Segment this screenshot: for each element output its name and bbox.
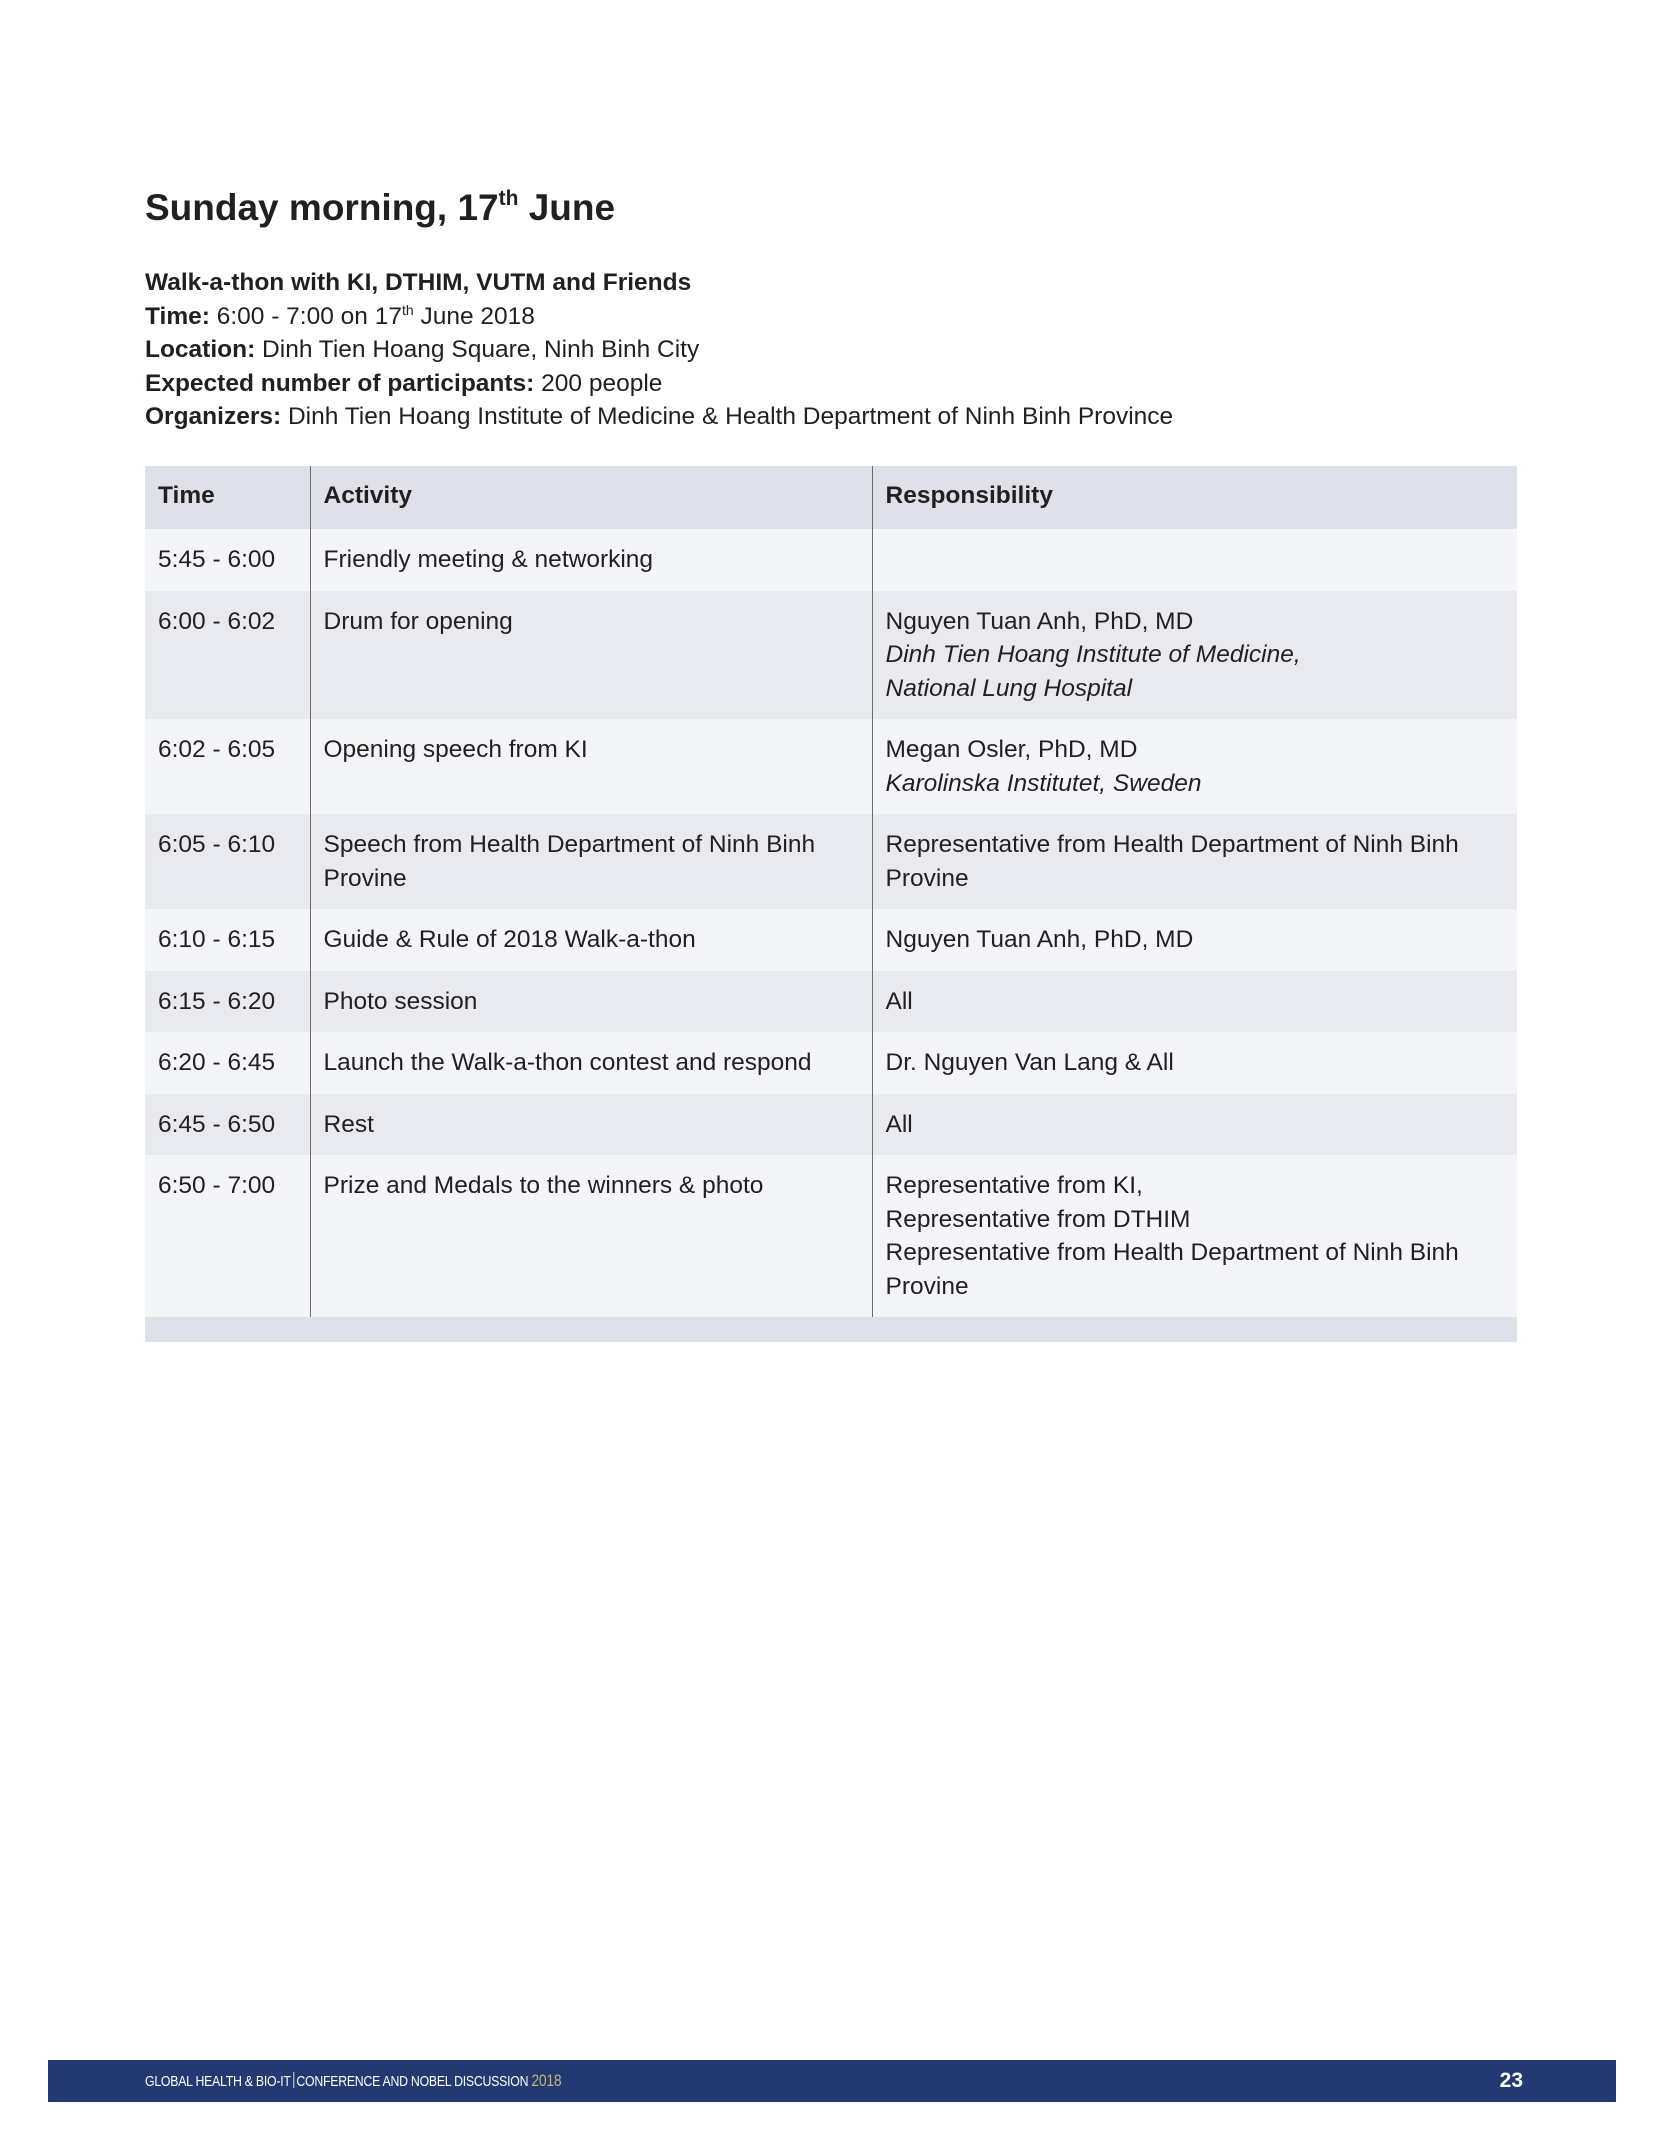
event-organizers-label: Organizers:	[145, 403, 282, 430]
footer-conference-name	[145, 2071, 561, 2092]
cell-activity: Photo session	[310, 971, 872, 1033]
cell-activity: Launch the Walk-a-thon contest and respond	[310, 1032, 872, 1094]
responsible-organization: National Lung Hospital	[885, 674, 1133, 702]
table-row	[145, 971, 1517, 1033]
cell-time: 6:15 - 6:20	[145, 971, 310, 1033]
schedule-table	[145, 466, 1517, 1317]
table-footer-band	[145, 1317, 1517, 1342]
page-number: 23	[1499, 2069, 1523, 2092]
event-time-value: 6:00 - 7:00 on 17	[209, 302, 402, 330]
page-title-superscript: th	[498, 187, 519, 210]
event-organizers	[145, 400, 1173, 434]
cell-time: 6:02 - 6:05	[145, 719, 310, 814]
schedule-body	[145, 529, 1517, 1317]
event-organizers-value: Dinh Tien Hoang Institute of Medicine & Health Department of Ninh Binh Province	[281, 403, 1174, 430]
cell-time: 6:20 - 6:45	[145, 1032, 310, 1094]
cell-time: 6:05 - 6:10	[145, 814, 310, 909]
responsible-person: All	[885, 987, 913, 1015]
event-time-superscript: th	[401, 301, 414, 318]
cell-activity: Speech from Health Department of Ninh Binh Provine	[310, 814, 872, 909]
cell-activity: Drum for opening	[310, 591, 872, 720]
cell-time: 5:45 - 6:00	[145, 529, 310, 591]
responsible-person: Representative from KI,	[885, 1172, 1143, 1199]
table-row	[145, 1032, 1517, 1094]
event-location	[145, 333, 1173, 367]
responsible-organization: Dinh Tien Hoang Institute of Medicine,	[885, 641, 1301, 668]
responsible-person: Nguyen Tuan Anh, PhD, MD	[885, 926, 1194, 953]
table-row	[145, 814, 1517, 909]
event-participants-label: Expected number of participants:	[145, 369, 535, 397]
footer-year: 2018	[531, 2071, 562, 2090]
schedule-table-wrapper	[145, 466, 1517, 1342]
cell-responsibility	[872, 814, 1517, 909]
responsible-person: Megan Osler, PhD, MD	[885, 736, 1138, 763]
header-time: Time	[145, 466, 310, 529]
footer-text-2: CONFERENCE AND NOBEL DISCUSSION	[296, 2073, 529, 2090]
table-header-row	[145, 466, 1517, 529]
cell-responsibility	[872, 1094, 1517, 1156]
footer-text-1: GLOBAL HEALTH & BIO-IT	[145, 2073, 291, 2090]
cell-responsibility	[872, 971, 1517, 1033]
event-time-year: June 2018	[413, 302, 535, 330]
cell-time: 6:10 - 6:15	[145, 909, 310, 971]
cell-time: 6:50 - 7:00	[145, 1155, 310, 1317]
cell-responsibility	[872, 1155, 1517, 1317]
event-location-value: Dinh Tien Hoang Square, Ninh Binh City	[255, 336, 700, 363]
responsible-person: All	[885, 1110, 913, 1138]
footer-divider	[293, 2072, 294, 2088]
cell-responsibility	[872, 529, 1517, 591]
page-title-text: Sunday morning, 17	[145, 187, 499, 228]
table-row	[145, 591, 1517, 720]
table-row	[145, 1094, 1517, 1156]
cell-activity: Rest	[310, 1094, 872, 1156]
event-name: Walk-a-thon with KI, DTHIM, VUTM and Friends	[145, 269, 692, 296]
header-activity: Activity	[310, 466, 872, 529]
footer-bar	[48, 2060, 1616, 2102]
responsible-person: Dr. Nguyen Van Lang & All	[885, 1049, 1174, 1076]
cell-time: 6:45 - 6:50	[145, 1094, 310, 1156]
event-participants-value: 200 people	[534, 369, 663, 397]
responsible-person: Representative from DTHIM	[885, 1205, 1191, 1233]
cell-responsibility	[872, 909, 1517, 971]
cell-activity: Friendly meeting & networking	[310, 529, 872, 591]
page-title	[145, 186, 615, 230]
event-time-label: Time:	[145, 302, 210, 330]
responsible-person: Nguyen Tuan Anh, PhD, MD	[885, 607, 1194, 635]
responsible-person: Representative from Health Department of Ninh Binh Provine	[885, 831, 1459, 892]
responsible-person: Representative from Health Department of Ninh Binh Provine	[885, 1239, 1459, 1300]
table-row	[145, 529, 1517, 591]
event-participants	[145, 367, 1173, 401]
event-location-label: Location:	[145, 336, 256, 363]
header-responsibility: Responsibility	[872, 466, 1517, 529]
cell-responsibility	[872, 1032, 1517, 1094]
cell-activity: Opening speech from KI	[310, 719, 872, 814]
cell-time: 6:00 - 6:02	[145, 591, 310, 720]
table-row	[145, 1155, 1517, 1317]
responsible-organization: Karolinska Institutet, Sweden	[885, 769, 1202, 797]
page-title-month: June	[518, 187, 616, 228]
event-info	[145, 266, 1173, 434]
table-row	[145, 719, 1517, 814]
cell-responsibility	[872, 591, 1517, 720]
cell-responsibility	[872, 719, 1517, 814]
event-time	[145, 300, 1173, 334]
cell-activity: Prize and Medals to the winners & photo	[310, 1155, 872, 1317]
cell-activity: Guide & Rule of 2018 Walk-a-thon	[310, 909, 872, 971]
table-row	[145, 909, 1517, 971]
